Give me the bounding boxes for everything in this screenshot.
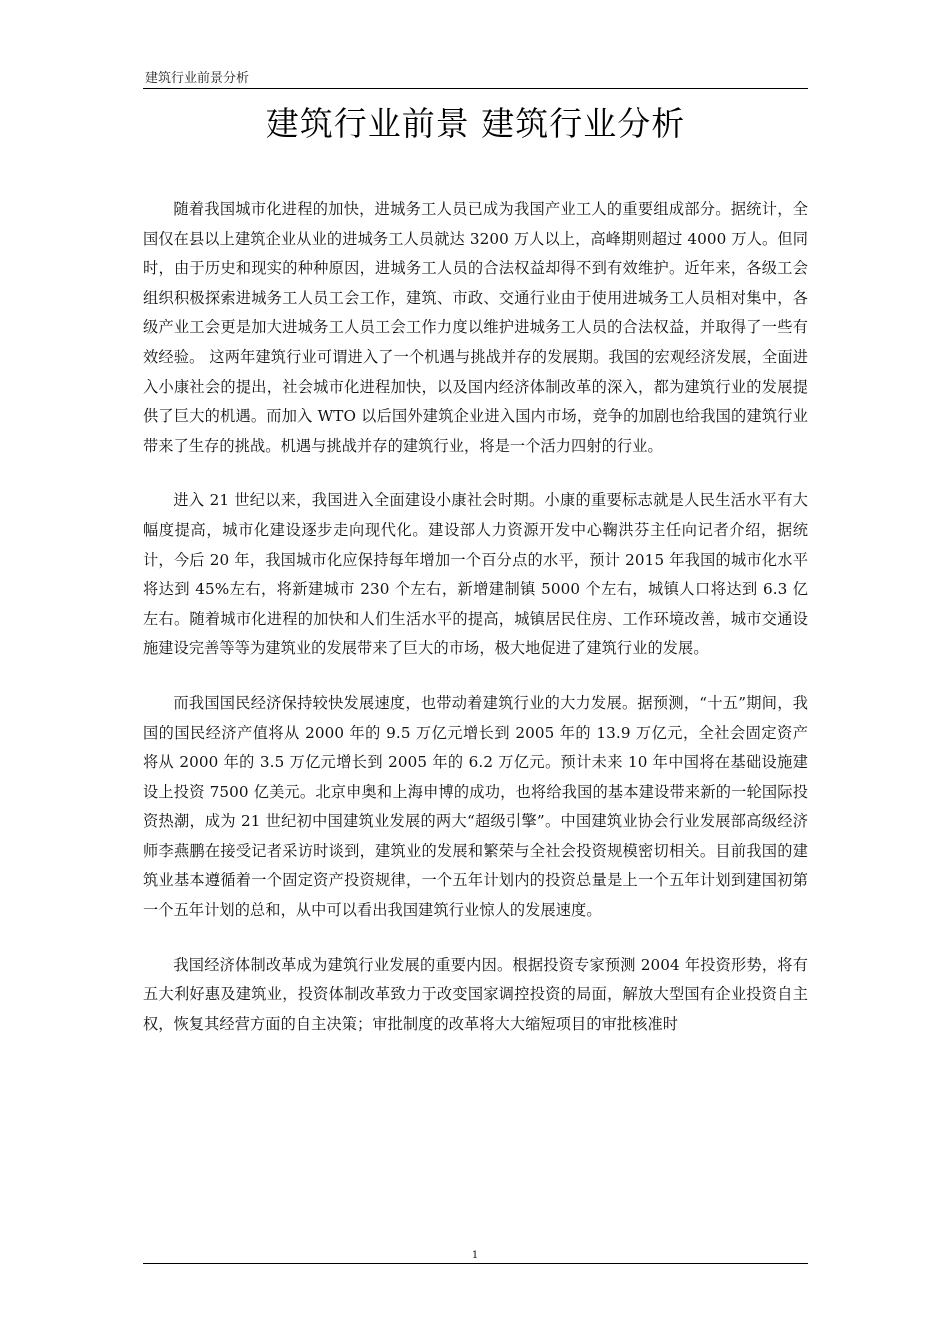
header-divider — [143, 88, 808, 89]
footer-divider — [143, 1263, 808, 1264]
page-number: 1 — [471, 1250, 479, 1261]
paragraph-3: 而我国国民经济保持较快发展速度，也带动着建筑行业的大力发展。据预测，“十五”期间，我国的国民经济产值将从 2000 年的 9.5 万亿元增长到 2005 年的 13.9 万亿元，全社会固定资产将从 2000 年的 3.5 万亿元增长到 2005 年的 6.2 万亿元。预计未来 10 年中国将在基础设施建设上投资 7500 亿美元。北京申奥和上海申博的成功，也将给我国的基本建设带来新的一轮国际投资热潮，成为 21 世纪初中国建筑业发展的两大“超级引擎”。中国建筑业协会行业发展部高级经济师李燕鹏在接受记者采访时谈到，建筑业的发展和繁荣与全社会投资规模密切相关。目前我国的建筑业基本遵循着一个固定资产投资规律，一个五年计划内的投资总量是上一个五年计划到建国初第一个五年计划的总和，从中可以看出我国建筑行业惊人的发展速度。 — [143, 693, 808, 920]
paragraph-1: 随着我国城市化进程的加快，进城务工人员已成为我国产业工人的重要组成部分。据统计，全国仅在县以上建筑企业从业的进城务工人员就达 3200 万人以上，高峰期则超过 4000 万人。但同时，由于历史和现实的种种原因，进城务工人员的合法权益却得不到有效维护。近年来，各级工会组织积极探索进城务工人员工会工作，建筑、市政、交通行业由于使用进城务工人员相对集中，各级产业工会更是加大进城务工人员工会工作力度以维护进城务工人员的合法权益，并取得了一些有效经验。 这两年建筑行业可谓进入了一个机遇与挑战并存的发展期。我国的宏观经济发展，全面进入小康社会的提出，社会城市化进程加快，以及国内经济体制改革的深入，都为建筑行业的发展提供了巨大的机遇。而加入 WTO 以后国外建筑企业进入国内市场，竞争的加剧也给我国的建筑行业带来了生存的挑战。机遇与挑战并存的建筑行业，将是一个活力四射的行业。 — [143, 200, 808, 455]
paragraph-2: 进入 21 世纪以来，我国进入全面建设小康社会时期。小康的重要标志就是人民生活水平有大幅度提高，城市化建设逐步走向现代化。建设部人力资源开发中心鞠洪芬主任向记者介绍，据统计，今后 20 年，我国城市化应保持每年增加一个百分点的水平，预计 2015 年我国的城市化水平将达到 45%左右，将新建城市 230 个左右，新增建制镇 5000 个左右，城镇人口将达到 6.3 亿左右。随着城市化进程的加快和人们生活水平的提高，城镇居民住房、工作环境改善，城市交通设施建设完善等等为建筑业的发展带来了巨大的市场，极大地促进了建筑行业的发展。 — [143, 491, 808, 658]
document-body — [143, 195, 808, 1064]
running-header: 建筑行业前景分析 — [145, 71, 250, 86]
document-title: 建筑行业前景 建筑行业分析 — [265, 104, 686, 143]
paragraph-4: 我国经济体制改革成为建筑行业发展的重要内因。根据投资专家预测 2004 年投资形势，将有五大利好惠及建筑业，投资体制改革致力于改变国家调控投资的局面，解放大型国有企业投资自主权，恢复其经营方面的自主决策；审批制度的改革将大大缩短项目的审批核准时 — [143, 955, 808, 1033]
